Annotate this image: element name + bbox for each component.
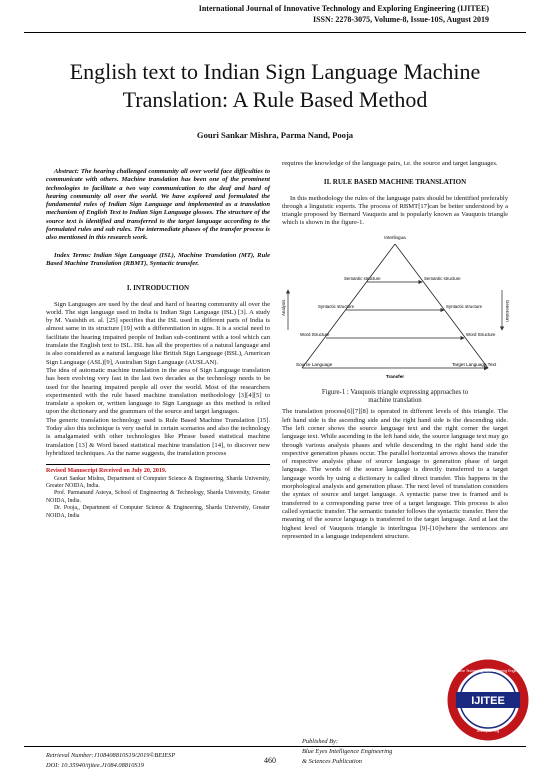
label-source-language: Source Language [296, 361, 333, 367]
author-affiliation-1: Gouri Sankar Mishra, Department of Computer Science & Engineering, Sharda University, Greater NOIDA, India. [46, 475, 270, 489]
abstract [46, 168, 270, 243]
label-analysis: Analysis [281, 299, 286, 316]
ijitee-logo [438, 660, 536, 748]
label-syntactic-right: Syntactic structure [446, 303, 483, 309]
logo-ring-text-bottom: www.ijitee.org [476, 729, 500, 733]
header-rule [24, 32, 526, 33]
label-word-left: Word Structure [300, 331, 330, 337]
retrieval-number: Retrieval Number:J108408810S19/2019©BEIESP [46, 752, 176, 759]
label-syntactic-left: Syntactic structure [318, 303, 355, 309]
journal-name: International Journal of Innovative Technology and Exploring Engineering (IJITEE) [198, 4, 489, 13]
rbmt-paragraph-2: The translation process[6][7][8] is operated in different levels of this triangle. The left hand side is the ascending side and the right hand side is the descending side. The left corner shows the source language text and the right corner the target language text. While ascending in the left hand side, the source language text may go through various analysis phases and while descending in the right hand side the respective generation phases occur. The parallel horizontal arrows shows the transfer of respective analysis phase of source language to generation phase of target language. The words of the source language is directly transferred to a target language words by using a dictionary is called direct transfer. This happens in the morphological analysis and generation phase. The next level of translation considers the syntax of source and target language. A syntactic parse tree is framed and is transferred to a corresponding parse tree of a target language. This process is also called syntactic transfer. The semantic transfer follows the syntactic transfer. Here the meaning of the source language is transferred to the target language. And at last the highest level of Vauquois triangle is interlingua [9]-[10]where the sentences are represented in a language independent structure. [282, 408, 508, 540]
published-by-label: Published By: [302, 738, 339, 745]
left-column [46, 168, 270, 520]
revised-note: Revised Manuscript Received on July 20, 2019. [46, 468, 167, 475]
label-semantic-right: Semantic structure [424, 275, 461, 281]
figure-caption-line-2: machine translation [368, 397, 422, 405]
vauquois-triangle-diagram [282, 230, 508, 385]
section-heading-introduction: I. INTRODUCTION [126, 284, 190, 293]
author-affiliation-3: Dr. Pooja,, Department of Computer Science & Engineering, Sharda University, Greater NOIDA, India [46, 505, 270, 519]
publisher-name: Blue Eyes Intelligence Engineering [302, 748, 393, 755]
logo-text: IJITEE [471, 695, 505, 707]
index-terms-text: Indian Sign Language (ISL), Machine Translation (MT), Rule Based Machine Translation (RBMT), Syntactic transfer. [46, 251, 270, 267]
publisher-name-line-2: & Sciences Publication [302, 758, 362, 765]
intro-paragraph-2: The idea of automatic machine translation in the area of Sign Language translation has been evolving very fast in the last two decades as the technology needs to be used for the hearing impaired people all over the world. Most of the researchers experimented with the rule based machine translation methodology [3][4][5] to translate a spoken or, written language to Sign Language as this method is relied upon the dictionary and the grammars of the source and target languages. [46, 366, 270, 416]
figure-caption-line-1: Figure-1 : Vauquois triangle expressing approaches to [321, 388, 469, 396]
label-word-right: Word Structure [466, 331, 496, 337]
paper-authors: Gouri Sankar Mishra, Parma Nand, Pooja [196, 130, 354, 140]
section-heading-rbmt: II. RULE BASED MACHINE TRANSLATION [323, 178, 467, 187]
label-target-language: Target Language Text [452, 361, 497, 367]
issn-line: ISSN: 2278-3075, Volume-8, Issue-10S, August 2019 [312, 15, 489, 24]
index-terms-label: Index Terms: [54, 251, 92, 259]
abstract-text: The hearing challenged community all over world face difficulties to communicate with others. Machine translation has been one of the prominent technologies to facilitate a two way communication to the deaf and hard of hearing community all over the world. We have explored and formulated the fundamental rules of Indian Sign Language and implemented as a translation mechanism of English Text to Indian Sign Language glosses. The structure of the source text is identified and transferred to the target language according to the formulated rules and sub rules. The intermediate phases of the transfer process is also mentioned in this research work. [46, 168, 270, 242]
label-transfer: Transfer [385, 373, 405, 379]
author-affiliation-2: Prof. Parmanand Asteya, School of Engineering & Technology, Sharda University, Greater NOIDA, India. [46, 490, 270, 504]
logo-ring-text: Innovative Technology and Exploring Engineering [448, 669, 528, 673]
index-terms [46, 252, 270, 269]
label-generation: Generation [505, 299, 510, 322]
abstract-label: Abstract: [54, 168, 79, 175]
intro-paragraph-3: The generic translation technology used is Rule Based Machine Translation [15]. Today also this technique is very useful in certain scenarios and also the technology is amalgamated with other technologies like Phrase based statistical machine translation [13] & Word based statistical machine translation [14], to discover new hybridized techniques. As the name suggests, the translation process [46, 416, 270, 457]
intro-paragraph-1: Sign Languages are used by the deaf and hard of hearing community all over the world. The sign language used in India is Indian Sign Language (ISL) [3]. A study by M. Vasishth et. al. [25] specifies that the ISL used in different parts of India is almost same in its structure [19] with a differentiation in signs. It is a social need to facilitate the hearing impaired people of Indian sub-continent with a tool which can translate the English text to ISL. ISL has all the properties of a natural language and is also considered as a natural language like British Sign Language (BSL), American Sign Language (ASL)[9], Australian Sign Language (AUSLAN). [46, 300, 270, 366]
label-interlingua: Interlingua [384, 234, 406, 240]
doi-link[interactable]: DOI: 10.35940/ijitee.J1084.08810S19 [46, 762, 144, 769]
vauquois-triangle-figure [282, 230, 508, 385]
label-semantic-left: Semantic structure [344, 275, 381, 281]
paper-title: English text to Indian Sign Language Machine Translation: A Rule Based Method [69, 59, 481, 112]
right-column [282, 160, 508, 541]
page-number: 460 [264, 756, 276, 765]
rbmt-intro-paragraph: requires the knowledge of the language pairs, i.e. the source and target languages. [282, 160, 498, 167]
rbmt-paragraph-1: In this methodology the rules of the language pairs should be identified preferably through a linguistic experts. The process of RBMT[17]can be better understood by a triangle proposed by Bernard Vauquois and is popularly known as Vauquois triangle which is shown in the figure-1. [282, 194, 508, 227]
footnote-rule [46, 464, 270, 465]
